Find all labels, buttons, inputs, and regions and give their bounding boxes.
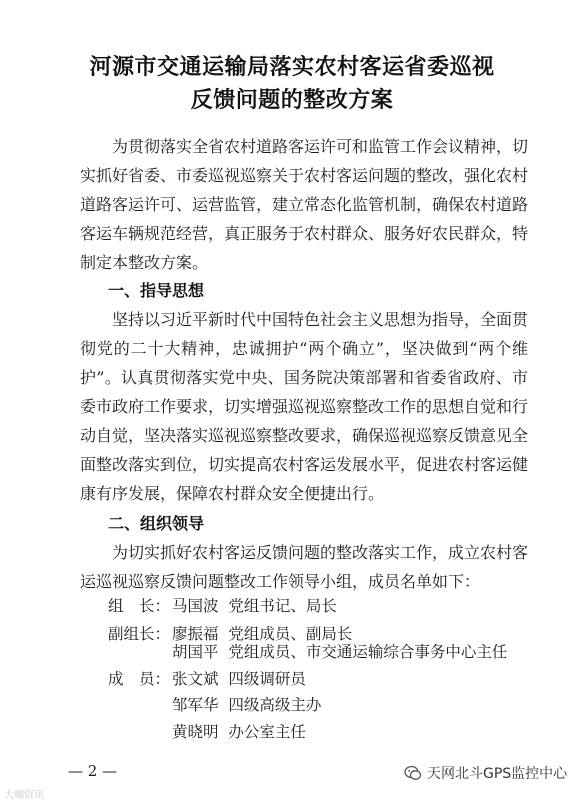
member-name: 廖振福 <box>172 625 219 643</box>
section1-paragraph <box>80 305 528 508</box>
member-row <box>172 720 306 744</box>
member-position: 四级高级主办 <box>228 696 322 714</box>
member-row <box>172 693 321 717</box>
member-name: 黄晓明 <box>172 723 219 741</box>
section2-heading: 二、组织领导 <box>108 514 205 533</box>
member-position: 四级调研员 <box>228 670 306 688</box>
watermark-right <box>404 763 567 783</box>
member-row <box>172 594 337 618</box>
intro-paragraph <box>80 132 528 277</box>
document-title-line1: 河源市交通运输局落实农村客运省委巡视 <box>89 54 495 80</box>
member-position: 党组书记、局长 <box>228 597 337 615</box>
watermark-left <box>4 786 44 801</box>
member-name: 张文斌 <box>172 670 219 688</box>
wechat-bubble-icon <box>404 764 422 782</box>
member-name: 马国波 <box>172 597 219 615</box>
section2-paragraph <box>80 538 528 596</box>
section1-heading: 一、指导思想 <box>108 281 205 300</box>
watermark-right-text: 天网北斗GPS监控中心 <box>427 766 568 782</box>
member-row <box>172 640 507 664</box>
role-members-label: 成 员： <box>108 670 171 688</box>
document-title-line2: 反馈问题的整改方案 <box>190 87 394 113</box>
intro-text: 为贯彻落实全省农村道路客运许可和监管工作会议精神，切实抓好省委、市委巡视巡察关于农村客运问题的整改，强化农村道路客运许可、运营监管，建立常态化监管机制，确保农村道路客运车辆规范经营，真正服务于农村群众、服务好农民群众，特制定本整改方案。 <box>80 137 529 272</box>
page-number: — 2 — <box>68 762 118 780</box>
member-position: 党组成员、副局长 <box>228 625 353 643</box>
section1-text: 坚持以习近平新时代中国特色社会主义思想为指导，全面贯彻党的二十大精神，忠诚拥护“两个确立”，坚决做到“两个维护”。认真贯彻落实党中央、国务院决策部署和省委省政府、市委市政府工作要求，切实增强巡视巡察整改工作的思想自觉和行动自觉，坚决落实巡视巡察整改要求，确保巡视巡察反馈意见全面整改落实到位，切实提高农村客运发展水平，促进农村客运健康有序发展，保障农村群众安全便捷出行。 <box>80 310 529 503</box>
role-leader-label: 组 长： <box>108 597 171 615</box>
watermark-left-text: 大咖资讯 <box>4 790 44 801</box>
member-position: 党组成员、市交通运输综合事务中心主任 <box>228 643 508 661</box>
member-position: 办公室主任 <box>228 723 306 741</box>
member-name: 邹军华 <box>172 696 219 714</box>
section2-text: 为切实抓好农村客运反馈问题的整改落实工作，成立农村客运巡视巡察反馈问题整改工作领导小组，成员名单如下： <box>80 543 529 591</box>
member-name: 胡国平 <box>172 643 219 661</box>
member-row <box>172 667 306 691</box>
role-deputy-label: 副组长： <box>108 625 171 643</box>
